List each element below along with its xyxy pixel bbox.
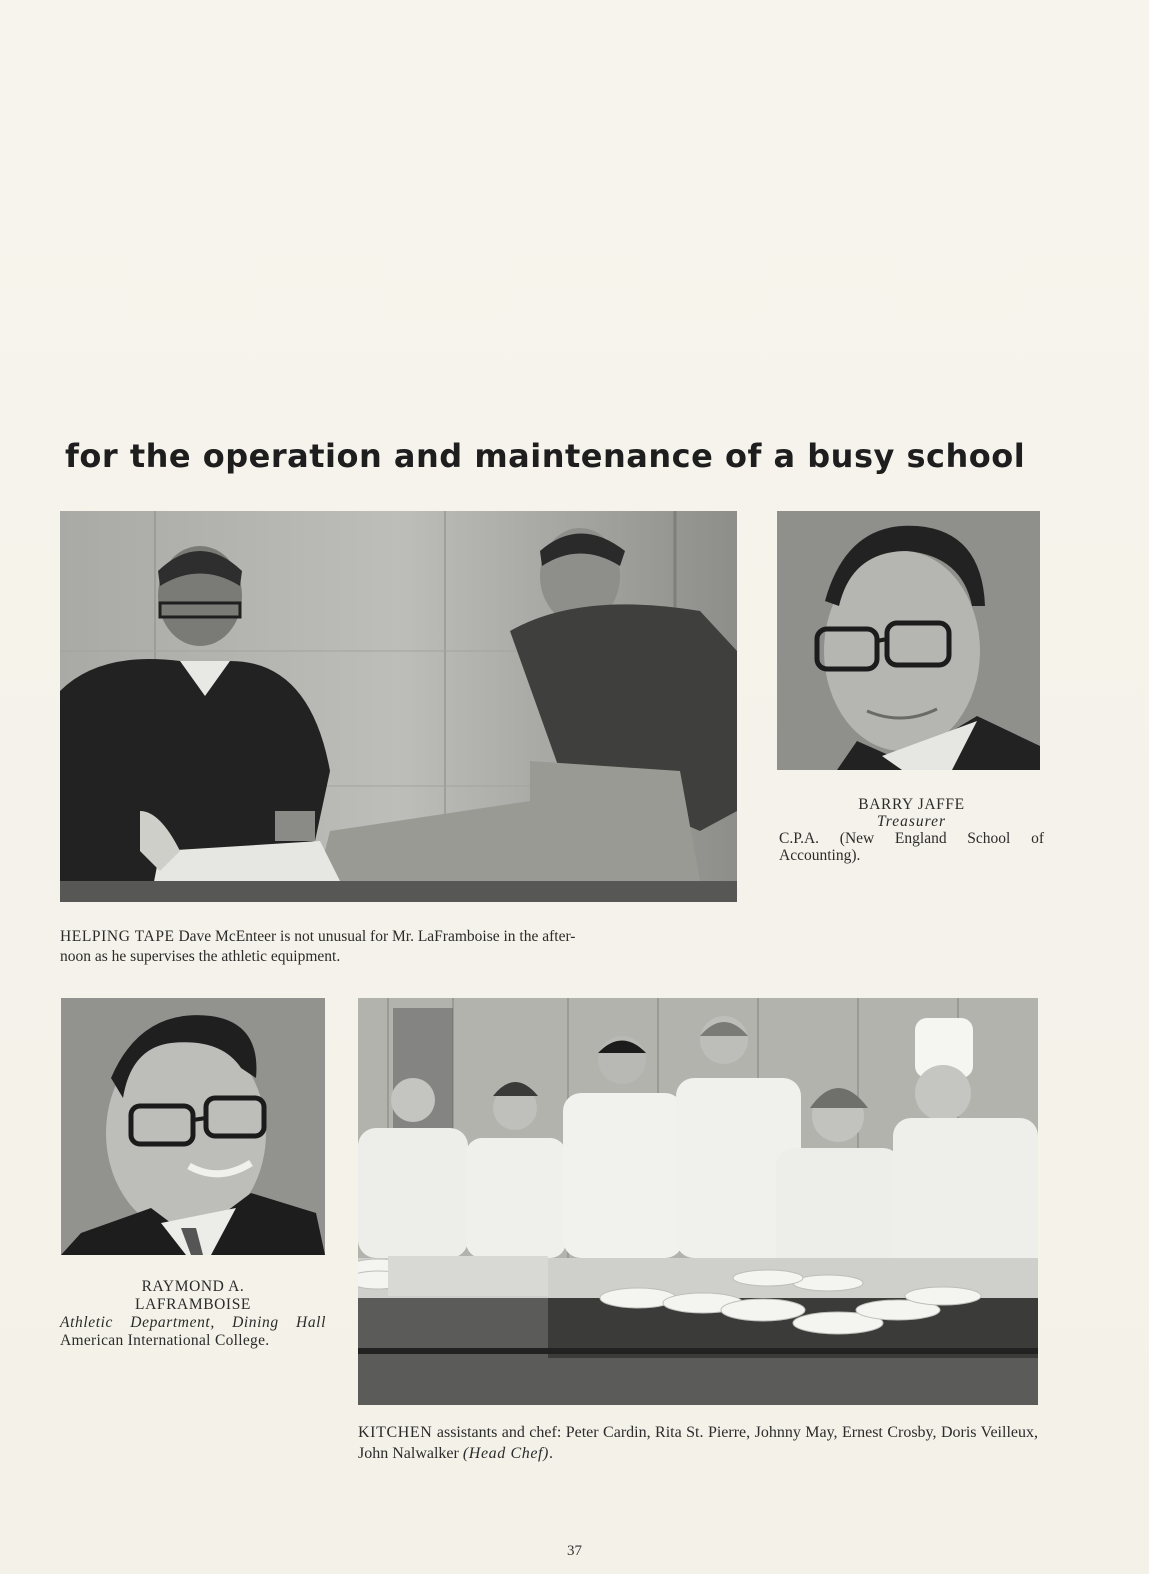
kitchen-caption-head-chef: (Head Chef) <box>462 1445 549 1462</box>
photo-kitchen-staff <box>358 998 1038 1405</box>
page-headline: for the operation and maintenance of a busy school <box>65 437 1026 475</box>
laframboise-title: Athletic Department, Dining Hall <box>60 1314 326 1331</box>
jaffe-degree: C.P.A. (New England School of Accounting). <box>779 830 1044 864</box>
portrait-raymond-laframboise <box>61 998 325 1255</box>
tape-caption-lead: HELPING TAPE <box>60 928 175 945</box>
caption-raymond-laframboise <box>60 1278 326 1350</box>
laframboise-name-line1: RAYMOND A. <box>141 1278 245 1295</box>
caption-barry-jaffe <box>779 795 1044 864</box>
portrait-barry-jaffe-image <box>777 511 1040 770</box>
laframboise-name-line2: LAFRAMBOISE <box>135 1296 251 1313</box>
caption-helping-tape <box>60 927 739 967</box>
portrait-barry-jaffe <box>777 511 1040 770</box>
caption-kitchen <box>358 1422 1038 1464</box>
kitchen-caption-text: assistants and chef: Peter Cardin, Rita St. Pierre, Johnny May, Ernest Crosby, Doris Veilleux, John Nalwalker <box>358 1424 1038 1462</box>
page-number: 37 <box>567 1543 582 1559</box>
jaffe-title: Treasurer <box>876 813 946 830</box>
photo-taping-athlete <box>60 511 737 902</box>
photo-taping-athlete-image <box>60 511 737 902</box>
tape-caption-line1: Dave McEnteer is not unusual for Mr. LaFramboise in the after- <box>174 928 576 945</box>
kitchen-caption-lead: KITCHEN <box>358 1424 433 1441</box>
jaffe-name: BARRY JAFFE <box>858 796 965 813</box>
kitchen-caption-end: . <box>549 1445 553 1462</box>
portrait-raymond-laframboise-image <box>61 998 325 1255</box>
laframboise-degree: American International College. <box>60 1332 270 1349</box>
tape-caption-line2: noon as he supervises the athletic equipment. <box>60 948 341 965</box>
photo-kitchen-staff-image <box>358 998 1038 1405</box>
